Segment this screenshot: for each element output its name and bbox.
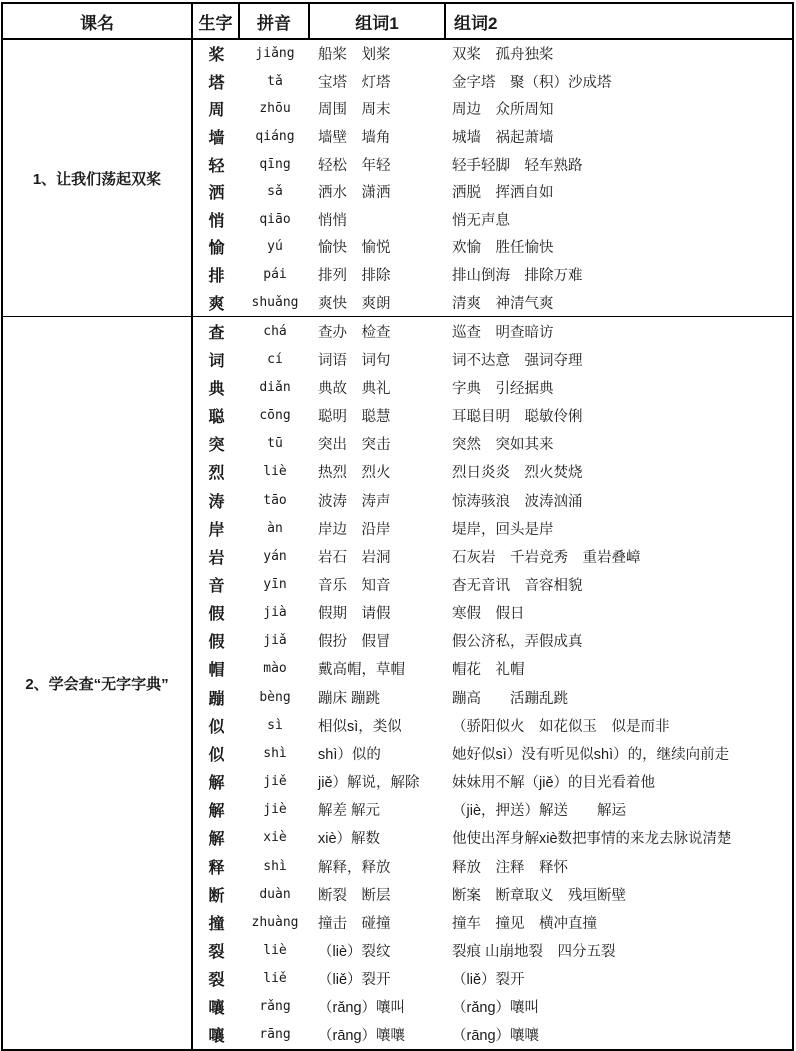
hanzi-cell: 烈 (208, 465, 225, 483)
zuci1-cell: 假期 请假 (318, 606, 391, 623)
zuci1-cell: （rǎng）嚷叫 (318, 1000, 406, 1017)
zuci1-cell: 假扮 假冒 (318, 634, 391, 651)
vocab-row (193, 965, 792, 993)
hanzi-cell: 岸 (208, 521, 225, 539)
zuci2-cell: 裂痕 山崩地裂 四分五裂 (452, 944, 616, 961)
zuci2-cell: 妹妹用不解（jiě）的目光看着他 (452, 775, 656, 792)
vocab-row (193, 936, 792, 964)
hanzi-cell: 帽 (208, 662, 225, 680)
hanzi-cell: 假 (208, 634, 225, 652)
header-pinyin: 拼音 (240, 4, 310, 38)
zuci1-cell: 周围 周末 (318, 102, 391, 119)
vocab-row (193, 908, 792, 936)
pinyin-cell: rǎng (259, 999, 291, 1015)
vocab-row (193, 288, 792, 316)
vocab-row (193, 345, 792, 373)
pinyin-cell: yīn (263, 576, 287, 592)
hanzi-cell: 洒 (208, 185, 225, 203)
vocab-row (193, 40, 792, 68)
hanzi-cell: 似 (208, 746, 225, 764)
zuci2-cell: 寒假 假日 (452, 606, 525, 623)
zuci2-cell: 惊涛骇浪 波涛汹涌 (452, 493, 583, 510)
pinyin-cell: cōng (259, 408, 291, 424)
vocab-row (193, 261, 792, 289)
zuci2-cell: （rǎng）嚷叫 (452, 1000, 540, 1017)
vocab-row (193, 430, 792, 458)
pinyin-cell: qiáng (255, 129, 295, 145)
zuci2-cell: 蹦高 活蹦乱跳 (452, 690, 568, 707)
zuci2-cell: （rāng）嚷嚷 (452, 1028, 540, 1045)
zuci1-cell: （liè）裂纹 (318, 944, 391, 961)
vocab-row (193, 178, 792, 206)
vocab-row (193, 373, 792, 401)
vocab-row (193, 711, 792, 739)
vocab-row (193, 627, 792, 655)
pinyin-cell: pái (263, 267, 287, 283)
vocab-row (193, 542, 792, 570)
zuci1-cell: 宝塔 灯塔 (318, 74, 391, 91)
header-word-group-2: 组词2 (454, 13, 498, 33)
zuci2-cell: 洒脱 挥洒自如 (452, 185, 554, 202)
vocab-row (193, 768, 792, 796)
hanzi-cell: 墙 (208, 130, 225, 148)
hanzi-cell: 解 (208, 831, 225, 849)
hanzi-cell: 解 (208, 775, 225, 793)
zuci2-cell: 轻手轻脚 轻车熟路 (452, 157, 583, 174)
hanzi-cell: 桨 (208, 47, 225, 65)
hanzi-cell: 假 (208, 606, 225, 624)
pinyin-cell: tǎ (267, 73, 283, 89)
zuci1-cell: shì）似的 (318, 746, 381, 763)
vocab-row (193, 458, 792, 486)
vocab-row (193, 683, 792, 711)
hanzi-cell: 裂 (208, 972, 225, 990)
zuci2-cell: 双桨 孤舟独桨 (452, 47, 554, 64)
hanzi-cell: 释 (208, 859, 225, 877)
hanzi-cell: 突 (208, 437, 225, 455)
pinyin-cell: chá (263, 323, 287, 339)
pinyin-cell: xiè (263, 830, 287, 846)
pinyin-cell: rāng (259, 1027, 291, 1043)
pinyin-cell: jiǎ (263, 633, 287, 649)
pinyin-cell: tāo (263, 492, 287, 508)
vocab-row (193, 514, 792, 542)
zuci1-cell: 爽快 爽朗 (318, 295, 391, 312)
zuci2-cell: 悄无声息 (452, 212, 510, 229)
vocab-row (193, 206, 792, 234)
pinyin-cell: yán (263, 548, 287, 564)
vocab-row (193, 852, 792, 880)
hanzi-cell: 悄 (208, 212, 225, 230)
pinyin-cell: mào (263, 661, 287, 677)
hanzi-cell: 排 (208, 268, 225, 286)
lesson-2-rows (193, 317, 792, 1049)
pinyin-cell: jiě (263, 774, 287, 790)
pinyin-cell: bèng (259, 689, 291, 705)
zuci2-cell: 突然 突如其来 (452, 437, 554, 454)
hanzi-cell: 撞 (208, 915, 225, 933)
pinyin-cell: sǎ (267, 184, 283, 200)
zuci2-cell: 巡查 明查暗访 (452, 324, 554, 341)
zuci2-cell: 断案 断章取义 残垣断壁 (452, 887, 626, 904)
zuci1-cell: 波涛 涛声 (318, 493, 391, 510)
zuci1-cell: 解释，释放 (318, 859, 391, 876)
zuci2-cell: 排山倒海 排除万难 (452, 268, 583, 285)
hanzi-cell: 周 (208, 102, 225, 120)
lesson-title-1: 1、让我们荡起双桨 (3, 40, 193, 316)
hanzi-cell: 轻 (208, 157, 225, 175)
vocab-row (193, 796, 792, 824)
vocab-row (193, 880, 792, 908)
hanzi-cell: 塔 (208, 74, 225, 92)
zuci1-cell: 戴高帽，草帽 (318, 662, 405, 679)
zuci2-cell: 字典 引经据典 (452, 380, 554, 397)
zuci2-cell: 帽花 礼帽 (452, 662, 525, 679)
pinyin-cell: jià (263, 605, 287, 621)
hanzi-cell: 音 (208, 577, 225, 595)
hanzi-cell: 查 (208, 324, 225, 342)
zuci1-cell: 查办 检查 (318, 324, 391, 341)
zuci1-cell: 排列 排除 (318, 268, 391, 285)
pinyin-cell: tū (267, 436, 283, 452)
pinyin-cell: yú (267, 239, 283, 255)
vocab-row (193, 317, 792, 345)
pinyin-cell: sì (267, 717, 283, 733)
zuci2-cell: 杳无音讯 音容相貌 (452, 577, 583, 594)
header-lesson-name: 课名 (3, 4, 193, 38)
zuci2-cell: 城墙 祸起萧墙 (452, 130, 554, 147)
vocab-row (193, 1021, 792, 1049)
pinyin-cell: liě (263, 971, 287, 987)
hanzi-cell: 愉 (208, 240, 225, 258)
vocab-row (193, 123, 792, 151)
zuci1-cell: 解差 解元 (318, 803, 381, 820)
pinyin-cell: duàn (259, 886, 291, 902)
zuci2-cell: 清爽 神清气爽 (452, 295, 554, 312)
zuci1-cell: 相似sì，类似 (318, 718, 402, 735)
hanzi-cell: 聪 (208, 409, 225, 427)
vocab-row (193, 739, 792, 767)
vocab-row (193, 233, 792, 261)
zuci1-cell: 突出 突击 (318, 437, 391, 454)
table-header-row (3, 4, 792, 40)
zuci2-cell: 释放 注释 释怀 (452, 859, 568, 876)
zuci1-cell: jiě）解说，解除 (318, 775, 420, 792)
pinyin-cell: liè (263, 464, 287, 480)
zuci1-cell: 典故 典礼 (318, 380, 391, 397)
zuci1-cell: 岩石 岩洞 (318, 549, 391, 566)
zuci2-cell: 烈日炎炎 烈火焚烧 (452, 465, 583, 482)
vocab-row (193, 95, 792, 123)
lesson-section-1 (3, 40, 792, 317)
zuci1-cell: 撞击 碰撞 (318, 915, 391, 932)
vocab-row (193, 150, 792, 178)
lesson-1-rows (193, 40, 792, 316)
zuci1-cell: 蹦床 蹦跳 (318, 690, 381, 707)
zuci1-cell: （rāng）嚷嚷 (318, 1028, 406, 1045)
zuci1-cell: 断裂 断层 (318, 887, 391, 904)
zuci2-cell: 她好似sì）没有听见似shì）的，继续向前走 (452, 746, 730, 763)
hanzi-cell: 爽 (208, 295, 225, 313)
zuci2-cell: 欢愉 胜任愉快 (452, 240, 554, 257)
pinyin-cell: shuǎng (251, 294, 299, 310)
zuci1-cell: 词语 词句 (318, 352, 391, 369)
zuci1-cell: 愉快 愉悦 (318, 240, 391, 257)
zuci2-cell: 撞车 撞见 横冲直撞 (452, 915, 597, 932)
hanzi-cell: 裂 (208, 944, 225, 962)
hanzi-cell: 典 (208, 380, 225, 398)
hanzi-cell: 嚷 (208, 1000, 225, 1018)
zuci2-cell: 周边 众所周知 (452, 102, 554, 119)
zuci1-cell: 音乐 知音 (318, 577, 391, 594)
zuci2-cell: 耳聪目明 聪敏伶俐 (452, 409, 583, 426)
zuci1-cell: （liě）裂开 (318, 972, 391, 989)
zuci2-cell: 他使出浑身解xiè数把事情的来龙去脉说清楚 (452, 831, 732, 848)
vocab-row (193, 993, 792, 1021)
hanzi-cell: 词 (208, 352, 225, 370)
zuci2-cell: 假公济私，弄假成真 (452, 634, 583, 651)
zuci1-cell: 聪明 聪慧 (318, 409, 391, 426)
zuci2-cell: 堤岸，回头是岸 (452, 521, 554, 538)
zuci2-cell: （liě）裂开 (452, 972, 525, 989)
zuci1-cell: 轻松 年轻 (318, 157, 391, 174)
zuci1-cell: xiè）解数 (318, 831, 381, 848)
zuci1-cell: 船桨 划桨 (318, 47, 391, 64)
zuci2-cell: 石灰岩 千岩竞秀 重岩叠嶂 (452, 549, 641, 566)
pinyin-cell: cí (267, 351, 283, 367)
vocab-row (193, 824, 792, 852)
vocab-row (193, 486, 792, 514)
zuci1-cell: 热烈 烈火 (318, 465, 391, 482)
pinyin-cell: qīng (259, 156, 291, 172)
hanzi-cell: 解 (208, 803, 225, 821)
zuci2-cell: （骄阳似火 如花似玉 似是而非 (452, 718, 670, 735)
pinyin-cell: liè (263, 943, 287, 959)
vocab-table (1, 2, 794, 1051)
hanzi-cell: 断 (208, 887, 225, 905)
zuci1-cell: 岸边 沿岸 (318, 521, 391, 538)
pinyin-cell: jiǎng (255, 46, 295, 62)
pinyin-cell: qiāo (259, 211, 291, 227)
zuci1-cell: 洒水 潇洒 (318, 185, 391, 202)
zuci2-cell: 金字塔 聚（积）沙成塔 (452, 74, 612, 91)
hanzi-cell: 嚷 (208, 1028, 225, 1046)
zuci1-cell: 悄悄 (318, 212, 347, 229)
vocab-row (193, 68, 792, 96)
vocab-row (193, 655, 792, 683)
hanzi-cell: 似 (208, 718, 225, 736)
zuci1-cell: 墙壁 墙角 (318, 130, 391, 147)
pinyin-cell: shì (263, 745, 287, 761)
pinyin-cell: zhōu (259, 101, 291, 117)
zuci2-cell: 词不达意 强词夺理 (452, 352, 583, 369)
pinyin-cell: àn (267, 520, 283, 536)
lesson-section-2 (3, 317, 792, 1049)
hanzi-cell: 蹦 (208, 690, 225, 708)
vocab-row (193, 570, 792, 598)
zuci2-cell: （jiè，押送）解送 解运 (452, 803, 627, 820)
pinyin-cell: zhuàng (251, 914, 299, 930)
hanzi-cell: 岩 (208, 549, 225, 567)
lesson-title-2: 2、学会查“无字字典” (3, 317, 193, 1049)
pinyin-cell: jiè (263, 802, 287, 818)
hanzi-cell: 涛 (208, 493, 225, 511)
header-word-group-1: 组词1 (310, 4, 446, 38)
vocab-row (193, 401, 792, 429)
pinyin-cell: diǎn (259, 379, 291, 395)
pinyin-cell: shì (263, 858, 287, 874)
header-new-character: 生字 (193, 4, 240, 38)
vocab-row (193, 599, 792, 627)
